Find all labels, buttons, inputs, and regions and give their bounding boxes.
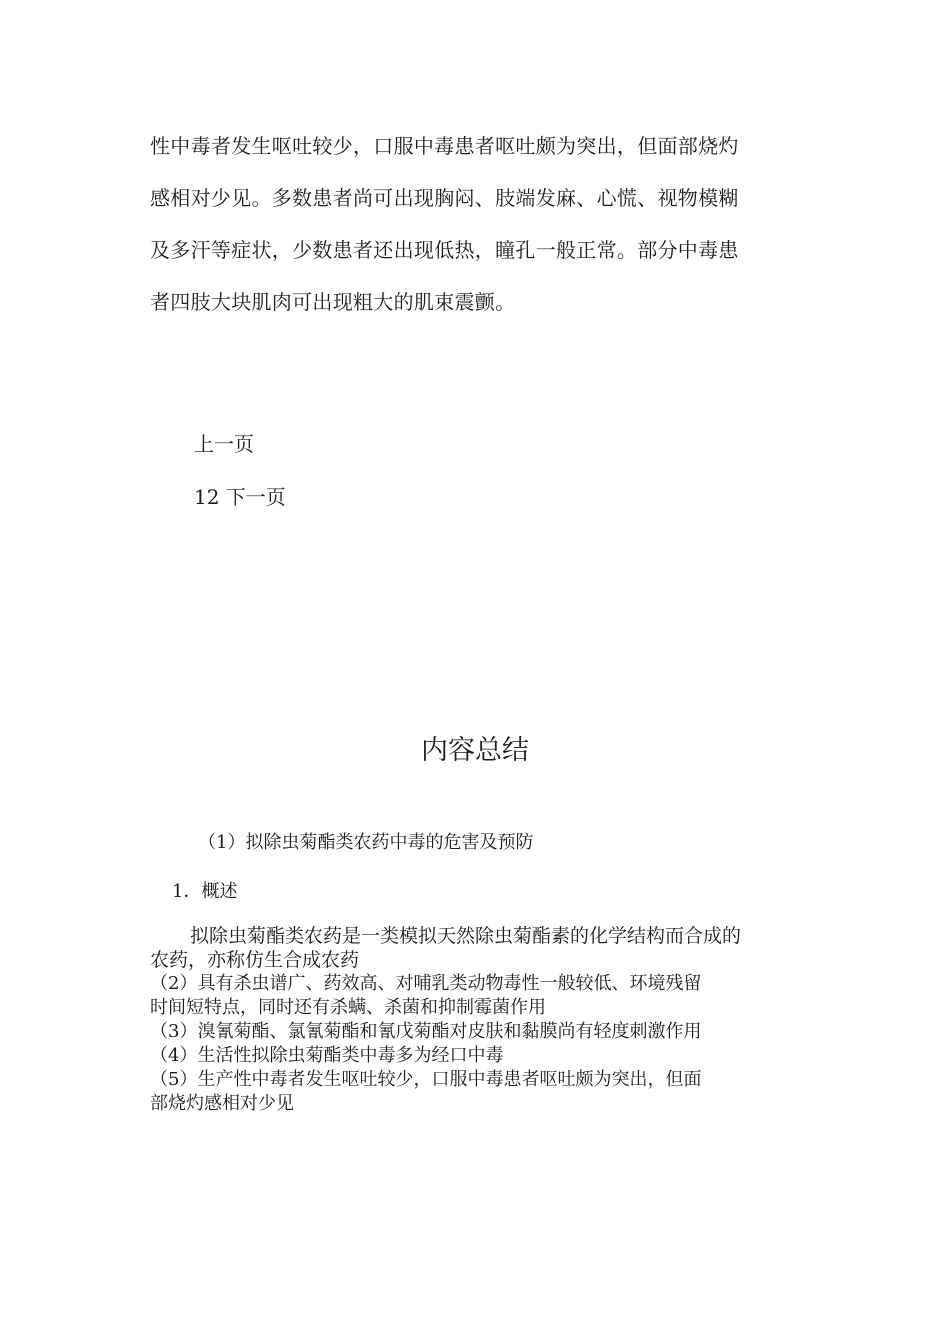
intro-line: 及多汗等症状，少数患者还出现低热，瞳孔一般正常。部分中毒患 [150,238,739,262]
summary-title: 内容总结 [421,735,529,766]
summary-point: （3）溴氰菊酯、氯氰菊酯和氰戊菊酯对皮肤和黏膜尚有轻度刺激作用 [150,1021,702,1042]
summary-point: （5）生产性中毒者发生呕吐较少，口服中毒患者呕吐颇为突出，但面 [150,1069,702,1090]
intro-paragraph [150,120,800,328]
overview-line: 农药，亦称仿生合成农药 [150,949,360,971]
overview-paragraph [150,924,800,972]
summary-point: 时间短特点，同时还有杀螨、杀菌和抑制霉菌作用 [150,997,546,1018]
next-page-link[interactable]: 12 下一页 [194,485,286,509]
intro-line: 性中毒者发生呕吐较少，口服中毒患者呕吐颇为突出，但面部烧灼 [150,134,739,158]
prev-page-link[interactable]: 上一页 [194,432,254,456]
intro-line: 者四肢大块肌肉可出现粗大的肌束震颤。 [150,290,516,314]
overview-line: 拟除虫菊酯类农药是一类模拟天然除虫菊酯素的化学结构而合成的 [190,925,742,947]
summary-points [150,972,800,1116]
intro-line: 感相对少见。多数患者尚可出现胸闷、肢端发麻、心慌、视物模糊 [150,186,739,210]
summary-point: （2）具有杀虫谱广、药效高、对哺乳类动物毒性一般较低、环境残留 [150,973,702,994]
summary-point: 部烧灼感相对少见 [150,1093,294,1114]
summary-subheading: （1）拟除虫菊酯类农药中毒的危害及预防 [198,832,534,853]
summary-point: （4）生活性拟除虫菊酯类中毒多为经口中毒 [150,1045,504,1066]
overview-heading: 1．概述 [172,881,238,902]
